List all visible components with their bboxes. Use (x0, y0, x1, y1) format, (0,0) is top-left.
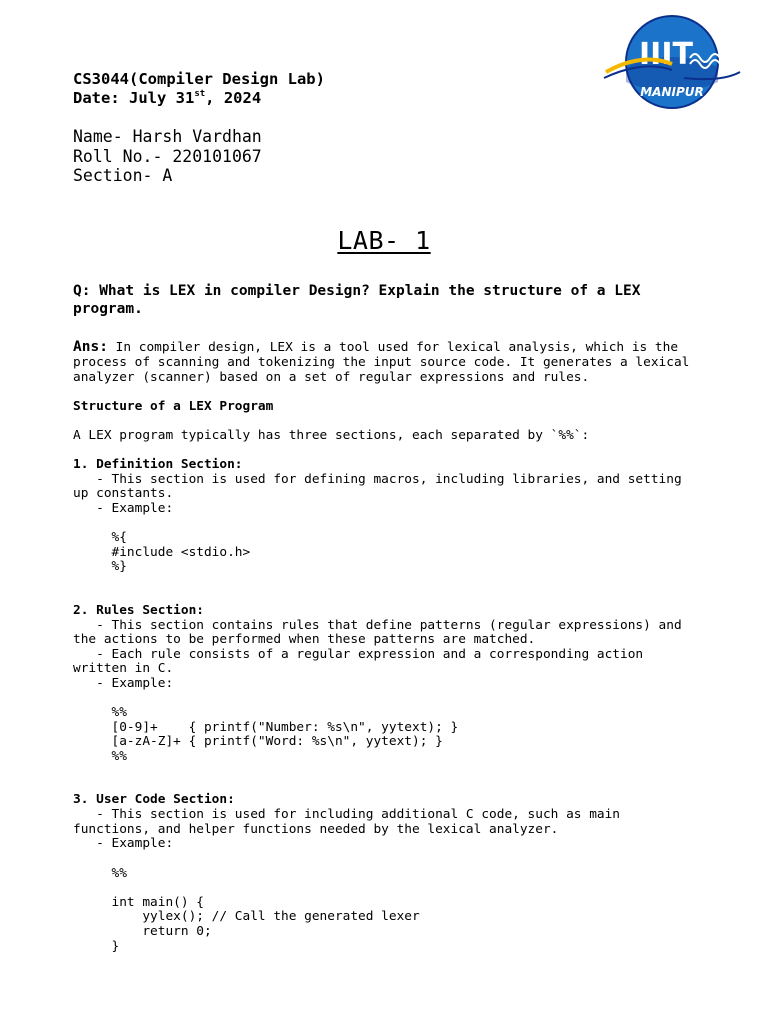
section-3-text: - This section is used for including additional C code, such as main (73, 807, 621, 822)
date-line: Date: July 31st, 2024 (73, 89, 262, 107)
logo-monogram: IIIT (639, 37, 693, 72)
section-1-text: - Example: (73, 501, 174, 516)
code-line: %} (73, 559, 127, 574)
code-line: [a-zA-Z]+ { printf("Word: %s\n", yytext); } (73, 734, 443, 749)
logo-text: MANIPUR (640, 85, 704, 99)
section-2-heading: 2. Rules Section: (73, 603, 204, 618)
question: Q: What is LEX in compiler Design? Explain the structure of a LEX program. (73, 283, 641, 317)
page-title: LAB- 1 (337, 226, 431, 255)
date-ordinal: st (194, 89, 206, 99)
code-line: #include <stdio.h> (73, 545, 251, 560)
code-line: %% (73, 866, 127, 881)
section-2-text: the actions to be performed when these patterns are matched. (73, 632, 536, 647)
section-line: Section- A (73, 166, 173, 185)
intro-text: A LEX program typically has three sections, each separated by `%%`: (73, 428, 590, 443)
structure-heading: Structure of a LEX Program (73, 399, 274, 414)
section-2-text: - Example: (73, 676, 174, 691)
answer-label: Ans: (73, 339, 108, 355)
section-1-text: - This section is used for defining macros, including libraries, and setting (73, 472, 682, 487)
section-1-heading: 1. Definition Section: (73, 457, 243, 472)
roll-number: Roll No.- 220101067 (73, 147, 262, 166)
section-2-text: - Each rule consists of a regular expression and a corresponding action (73, 647, 644, 662)
code-line: yylex(); // Call the generated lexer (73, 909, 420, 924)
section-3-heading: 3. User Code Section: (73, 792, 235, 807)
code-line: return 0; (73, 924, 212, 939)
code-line: %{ (73, 530, 127, 545)
section-3-text: - Example: (73, 836, 174, 851)
code-line: %% (73, 705, 127, 720)
code-line: %% (73, 749, 127, 764)
section-3-text: functions, and helper functions needed by the lexical analyzer. (73, 822, 559, 837)
institute-logo (602, 12, 742, 116)
code-line: } (73, 939, 120, 954)
code-line: int main() { (73, 895, 204, 910)
answer-line-3: analyzer (scanner) based on a set of regular expressions and rules. (73, 370, 590, 385)
section-2-text: - This section contains rules that define patterns (regular expressions) and (73, 618, 682, 633)
answer-line-2: process of scanning and tokenizing the input source code. It generates a lexical (73, 355, 690, 370)
section-1-text: up constants. (73, 486, 174, 501)
code-line: [0-9]+ { printf("Number: %s\n", yytext); } (73, 720, 459, 735)
section-2-text: written in C. (73, 661, 174, 676)
student-name: Name- Harsh Vardhan (73, 127, 262, 146)
answer-line-1: Ans: In compiler design, LEX is a tool used for lexical analysis, which is the (73, 339, 679, 355)
course-code: CS3044(Compiler Design Lab) (73, 70, 325, 88)
